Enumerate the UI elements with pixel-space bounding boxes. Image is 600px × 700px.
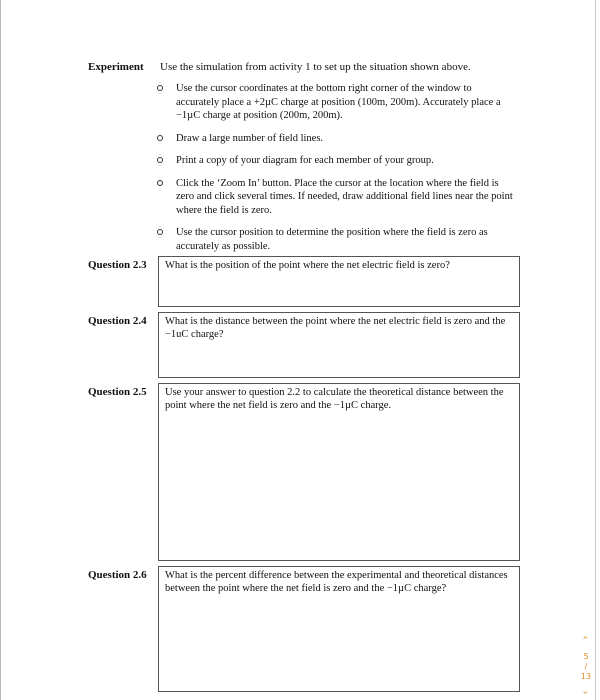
question-2-5-text: Use your answer to question 2.2 to calculate the theoretical distance between the point where the net field is zero and the −1µC charge. (165, 387, 504, 411)
instruction-item (150, 154, 515, 168)
question-2-3-label: Question 2.3 (88, 259, 147, 271)
bullet-icon (157, 135, 163, 141)
instruction-text: Use the cursor position to determine the position where the field is zero as accurately as possible. (176, 227, 488, 252)
bullet-icon (157, 85, 163, 91)
question-2-4-answer-box[interactable] (158, 312, 520, 378)
instruction-item (150, 132, 515, 146)
current-page: 5 (583, 652, 589, 661)
question-2-6-text: What is the percent difference between the experimental and theoretical distances between the point where the net field is zero and the −1µC charge? (165, 570, 508, 594)
total-pages: 13 (580, 672, 592, 681)
instruction-text: Print a copy of your diagram for each member of your group. (176, 155, 434, 166)
instruction-text: Click the ‘Zoom In’ button. Place the cursor at the location where the field is zero and click several times. If needed, draw additional field lines near the point where the field is zero. (176, 177, 513, 216)
question-2-3-text: What is the position of the point where the net electric field is zero? (165, 260, 450, 271)
experiment-intro: Use the simulation from activity 1 to set up the situation shown above. (160, 61, 471, 73)
page-border-right (595, 0, 596, 700)
question-2-3-answer-box[interactable] (158, 256, 520, 307)
question-2-4-label: Question 2.4 (88, 315, 147, 327)
instruction-item (150, 226, 515, 253)
experiment-label: Experiment (88, 61, 144, 73)
question-2-5-answer-box[interactable] (158, 383, 520, 561)
page-separator: / (584, 662, 588, 671)
question-2-4-text: What is the distance between the point where the net electric field is zero and the −1uC charge? (165, 316, 506, 340)
bullet-icon (157, 157, 163, 163)
page-border-left (0, 0, 1, 700)
bullet-icon (157, 229, 163, 235)
bullet-icon (157, 180, 163, 186)
question-2-6-answer-box[interactable] (158, 566, 520, 692)
instruction-item (150, 82, 515, 123)
page-up-icon[interactable]: ‹ (579, 635, 591, 640)
instruction-text: Use the cursor coordinates at the bottom right corner of the window to accurately place a +2µC charge at position (100m, 200m). Accurately place a −1µC charge at position (200m, 200m). (176, 83, 501, 121)
instruction-list (150, 82, 515, 262)
question-2-6-label: Question 2.6 (88, 569, 147, 581)
page-indicator (580, 652, 592, 672)
instruction-text: Draw a large number of field lines. (176, 132, 324, 144)
question-2-5-label: Question 2.5 (88, 386, 147, 398)
page-down-icon[interactable]: › (579, 690, 591, 695)
instruction-item (150, 177, 515, 218)
